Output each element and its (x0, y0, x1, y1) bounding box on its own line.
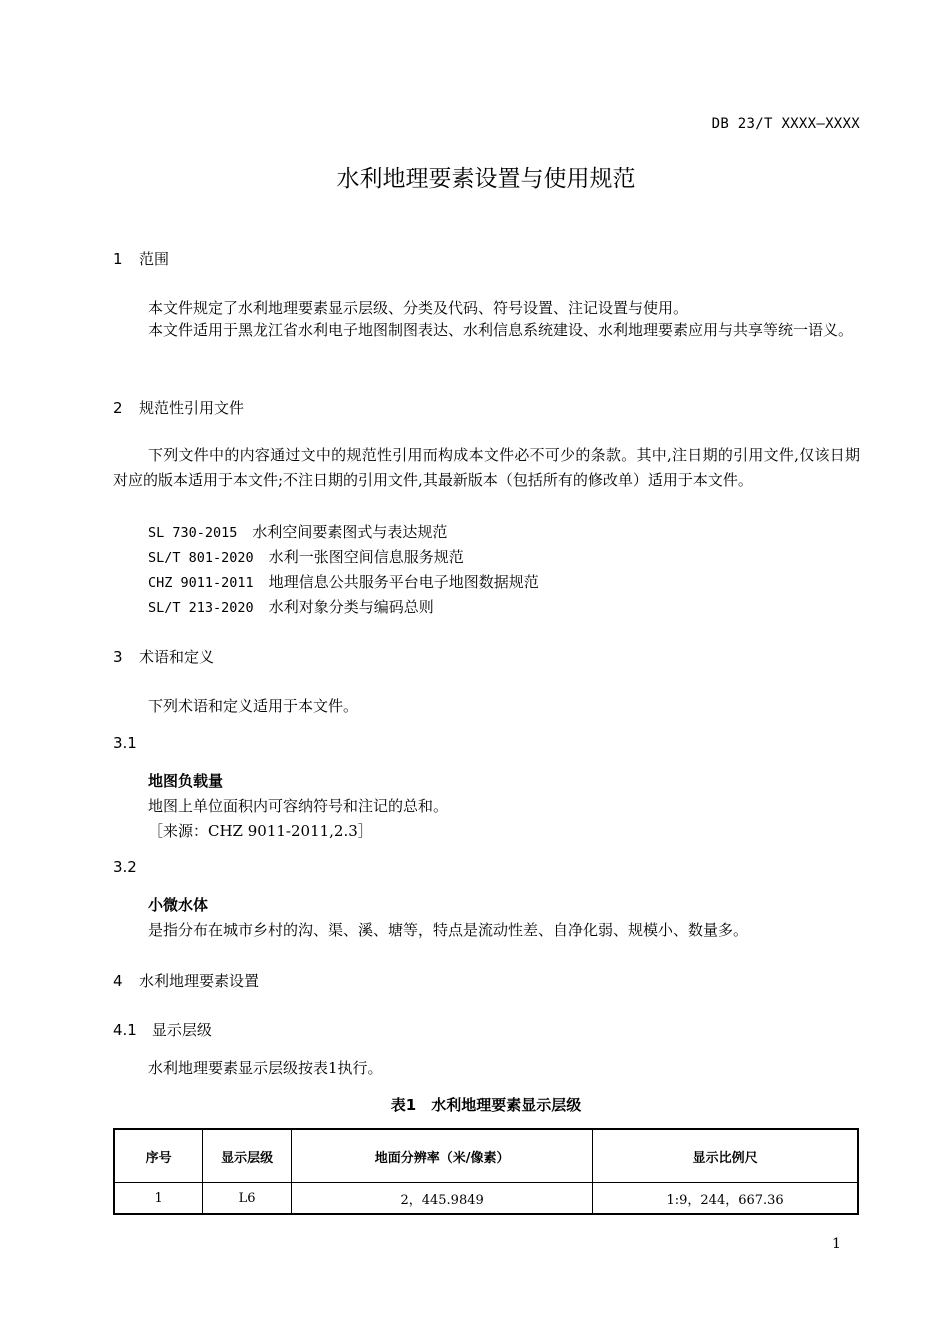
table-caption: 表1 水利地理要素显示层级 (390, 1096, 582, 1114)
table-header-row (114, 1129, 858, 1183)
section-2-heading (113, 397, 244, 418)
section-3-heading (113, 646, 214, 667)
term-name: 地图负载量 (148, 772, 224, 790)
table-row (114, 1183, 858, 1215)
document-title: 水利地理要素设置与使用规范 (336, 166, 636, 192)
section-number: 3 (113, 648, 123, 666)
term-name: 小微水体 (148, 896, 209, 914)
reference-item: SL/T 801-2020 水利一张图空间信息服务规范 (148, 548, 464, 566)
display-level-table (113, 1128, 859, 1215)
section-number: 1 (113, 250, 123, 268)
term-definition: 是指分布在城市乡村的沟、渠、溪、塘等，特点是流动性差、自净化弱、规模小、数量多。 (148, 921, 749, 939)
table-header: 显示层级 (203, 1129, 292, 1183)
table-cell: 1 (114, 1183, 203, 1215)
paragraph: 水利地理要素显示层级按表1执行。 (148, 1059, 383, 1077)
section-number: 2 (113, 399, 123, 417)
table-cell: 1:9，244，667.36 (593, 1183, 858, 1215)
section-title: 规范性引用文件 (139, 399, 245, 417)
section-title: 术语和定义 (139, 648, 215, 666)
paragraph: 本文件适用于黑龙江省水利电子地图制图表达、水利信息系统建设、水利地理要素应用与共享等统一语义。 (148, 321, 854, 339)
subsection-4-1-heading (113, 1019, 212, 1040)
table-cell: L6 (203, 1183, 292, 1215)
term-number: 3.2 (113, 858, 137, 876)
page-number: 1 (832, 1236, 841, 1252)
document-code: DB 23/T XXXX—XXXX (711, 116, 860, 132)
paragraph: 下列文件中的内容通过文中的规范性引用而构成本文件必不可少的条款。其中,注日期的引用文件,仅该日期对应的版本适用于本文件;不注日期的引用文件,其最新版本（包括所有的修改单）适用于本文件。 (113, 446, 860, 489)
table-header: 地面分辨率（米/像素） (292, 1129, 593, 1183)
section-title: 范围 (139, 250, 170, 268)
section-number: 4 (113, 972, 123, 990)
reference-item: CHZ 9011-2011 地理信息公共服务平台电子地图数据规范 (148, 573, 539, 591)
section-title: 水利地理要素设置 (139, 972, 260, 990)
term-source: ［来源：CHZ 9011-2011,2.3］ (148, 822, 373, 840)
table-header: 显示比例尺 (593, 1129, 858, 1183)
reference-item: SL 730-2015 水利空间要素图式与表达规范 (148, 523, 448, 541)
table-cell: 2，445.9849 (292, 1183, 593, 1215)
paragraph: 下列术语和定义适用于本文件。 (148, 697, 359, 715)
table-header: 序号 (114, 1129, 203, 1183)
term-definition: 地图上单位面积内可容纳符号和注记的总和。 (148, 797, 449, 815)
section-4-heading (113, 970, 259, 991)
term-number: 3.1 (113, 734, 137, 752)
section-number: 4.1 (113, 1021, 137, 1039)
section-1-heading (113, 248, 169, 269)
paragraph: 本文件规定了水利地理要素显示层级、分类及代码、符号设置、注记设置与使用。 (148, 299, 689, 317)
reference-item: SL/T 213-2020 水利对象分类与编码总则 (148, 598, 434, 616)
section-title: 显示层级 (151, 1021, 212, 1039)
